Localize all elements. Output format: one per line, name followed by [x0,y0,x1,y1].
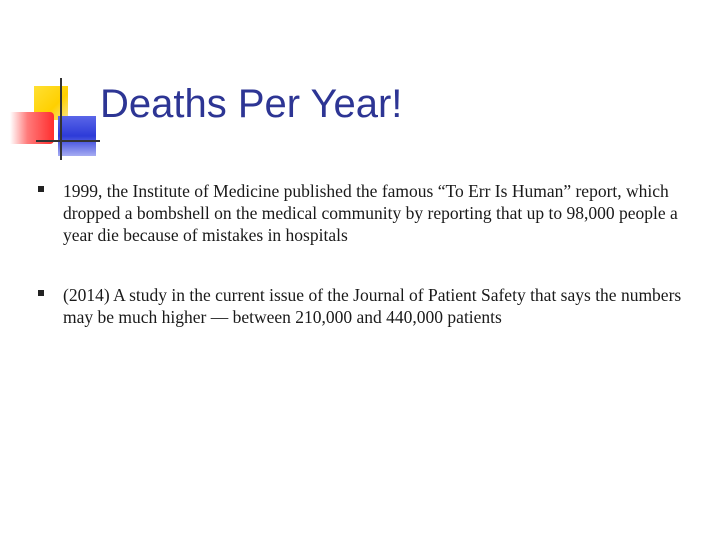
bullet-text: (2014) A study in the current issue of the Journal of Patient Safety that says the numbers may be much higher — between 210,000 and 440,000 patients [63,285,682,327]
bullet-list [36,180,706,366]
bullet-item [36,180,706,246]
square-bullet-icon [38,290,44,296]
square-bullet-icon [38,186,44,192]
bullet-text: 1999, the Institute of Medicine published the famous “To Err Is Human” report, which dropped a bombshell on the medical community by reporting that up to 98,000 people a year die because of mistakes in hospitals [63,181,678,245]
slide-title: Deaths Per Year! [100,82,403,126]
bullet-item [36,284,706,328]
slide-logo-decoration [0,0,100,170]
logo-blue-square [58,116,96,156]
logo-vertical-line [60,78,62,160]
logo-horizontal-line [36,140,100,142]
